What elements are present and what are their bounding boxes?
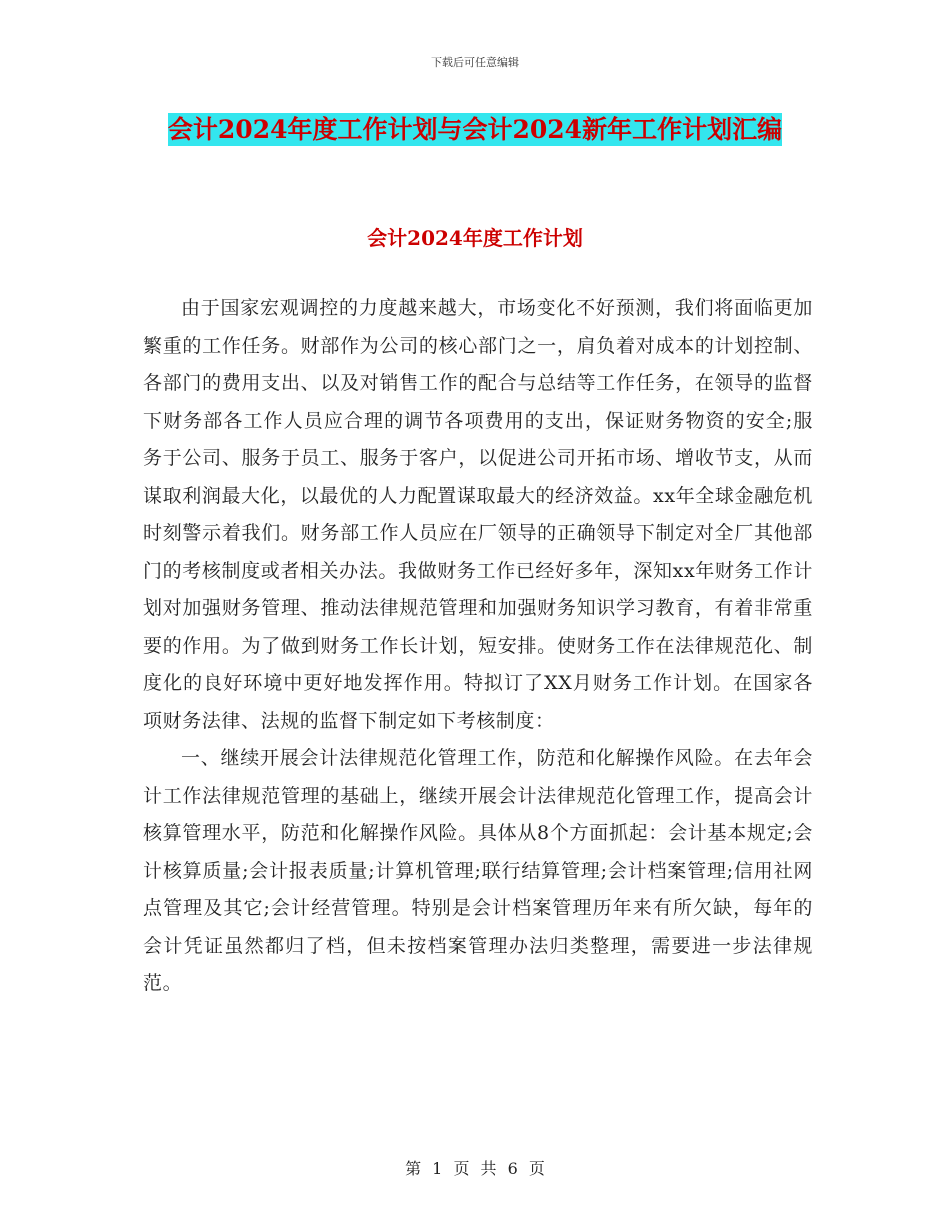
section-title: 会计2024年度工作计划 [367, 226, 583, 250]
document-title-text: 会计2024年度工作计划与会计2024新年工作计划汇编 [167, 115, 783, 144]
paragraph: 由于国家宏观调控的力度越来越大，市场变化不好预测，我们将面临更加繁重的工作任务。财部作为公司的核心部门之一，肩负着对成本的计划控制、各部门的费用支出、以及对销售工作的配合与总结等工作任务，在领导的监督下财务部各工作人员应合理的调节各项费用的支出，保证财务物资的安全;服务于公司、服务于员工、服务于客户，以促进公司开拓市场、增收节支，从而谋取利润最大化，以最优的人力配置谋取最大的经济效益。xx年全球金融危机时刻警示着我们。财务部工作人员应在厂领导的正确领导下制定对全厂其他部门的考核制度或者相关办法。我做财务工作已经好多年，深知xx年财务工作计划对加强财务管理、推动法律规范管理和加强财务知识学习教育，有着非常重要的作用。为了做到财务工作长计划，短安排。使财务工作在法律规范化、制度化的良好环境中更好地发挥作用。特拟订了XX月财务工作计划。在国家各项财务法律、法规的监督下制定如下考核制度： [143, 297, 813, 732]
paragraph: 一、继续开展会计法律规范化管理工作，防范和化解操作风险。在去年会计工作法律规范管理的基础上，继续开展会计法律规范化管理工作，提高会计核算管理水平，防范和化解操作风险。具体从8个方面抓起：会计基本规定;会计核算质量;会计报表质量;计算机管理;联行结算管理;会计档案管理;信用社网点管理及其它;会计经营管理。特别是会计档案管理历年来有所欠缺，每年的会计凭证虽然都归了档，但未按档案管理办法归类整理，需要进一步法律规范。 [143, 747, 813, 994]
body-text [143, 290, 813, 1003]
header-note: 下载后可任意编辑 [431, 56, 519, 69]
page-footer: 第 1 页 共 6 页 [405, 1159, 545, 1178]
document-title [150, 106, 800, 154]
